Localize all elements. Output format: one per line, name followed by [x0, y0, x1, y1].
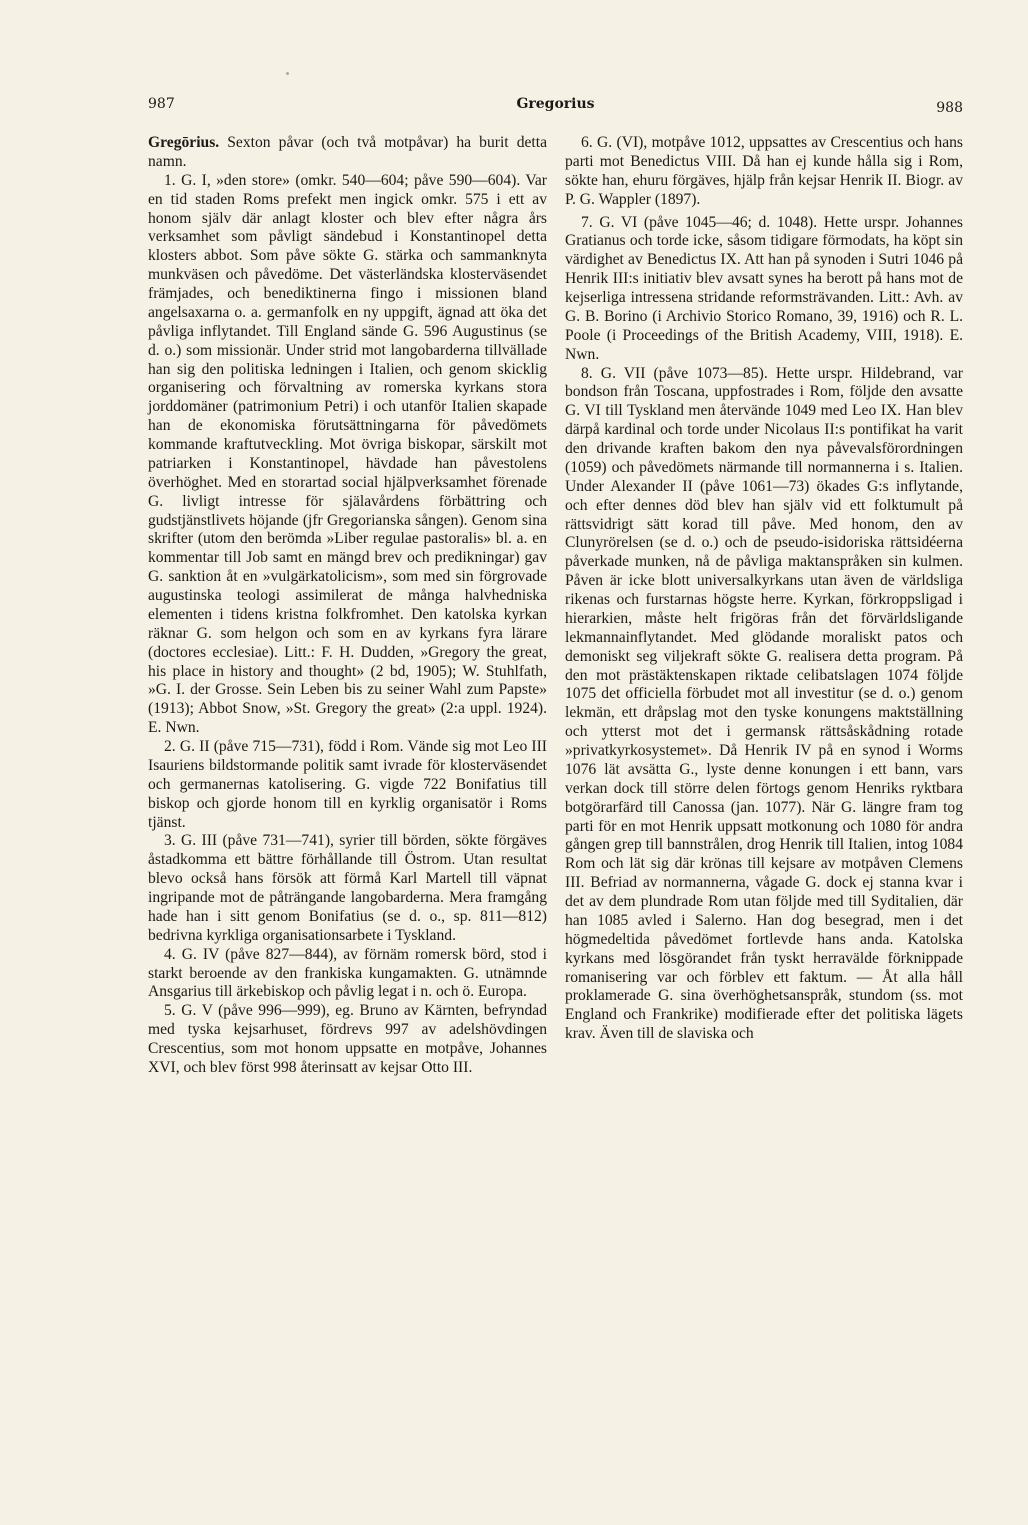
running-title: Gregorius: [516, 96, 595, 112]
right-page-number: 988: [936, 100, 963, 116]
entry-gregory-1: 1. G. I, »den store» (omkr. 540—604; påve 590—604). Var en tid staden Roms prefekt men ingick omkr. 575 i ett av honom själv där anlagt kloster och blev efter några års verksamhet som påvligt sändebud i Konstantinopel detta klosters abbot. Som påve sökte G. stärka och sammanknyta munkväsen och påvedöme. Det västerländska klosterväsendet främjades, och benediktinerna fingo i missionen bland angelsaxarna o. a. germanfolk en ny uppgift, ägnad att öka det påvliga inflytandet. Till England sände G. 596 Augustinus (se d. o.) som missionär. Under strid mot langobarderna tillvällade han sig den politiska ledningen i Italien, och genom skicklig organisering och förvaltning av romerska kyrkans stora jorddomäner (patrimonium Petri) i och utanför Italien skapade han de ekonomiska förutsättningarna för påvedömets kommande kraftutveckling. Mot övriga biskopar, särskilt mot patriarken i Konstantinopel, hävdade han påvestolens överhöghet. Med en storartad social hjälpverksamhet förenade G. livligt intresse för själavårdens förbättring och gudstjänstlivets höjande (jfr Gregorianska sången). Genom sina skrifter (utom den berömda »Liber regulae pastoralis» bl. a. en kommentar till Job samt en mängd brev och predikningar) gav G. sanktion åt en »vulgärkatolicism», som med sin förgrovade augustinska teologi assimilerat de många halvhedniska elementen i tidens kristna folkfromhet. Den katolska kyrkan räknar G. som helgon och som en av kyrkans fyra lärare (doctores ecclesiae). Litt.: F. H. Dudden, »Gregory the great, his place in history and thought» (2 bd, 1905); W. Stuhlfath, »G. I. der Grosse. Sein Leben bis zu seiner Wahl zum Papste» (1913); Abbot Snow, »St. Gregory the great» (2:a uppl. 1924). E. Nwn.: [148, 171, 547, 737]
entry-gregory-3: 3. G. III (påve 731—741), syrier till börden, sökte förgäves åstadkomma ett bättre förhållande till Östrom. Utan resultat blevo också hans försök att förmå Karl Martell till väpnat ingripande mot de påträngande langobarderna. Mera framgång hade han i sitt genom Bonifatius (se d. o., sp. 811—812) bedrivna kyrkliga organisationsarbete i Tyskland.: [148, 832, 547, 944]
entry-gregory-2: 2. G. II (påve 715—731), född i Rom. Vände sig mot Leo III Isauriens bildstormande politik samt ivrade för klosterväsendet och germanernas katolisering. G. vigde 722 Bonifatius till biskop och gjorde honom till en kyrklig organisatör i Roms tjänst.: [148, 738, 547, 831]
left-column: [148, 134, 547, 1078]
paper-speck: [286, 72, 289, 75]
entry-gregory-7: 8. G. VII (påve 1073—85). Hette urspr. Hildebrand, var bondson från Toscana, uppfostrades i Rom, följde den avsatte G. VI till Tyskland men återvände 1049 med Leo IX. Han blev därpå kardinal och torde under Nicolaus II:s pontifikat ha varit den drivande kraften bakom den nya påvevalsförordningen (1059) och påvedömets närmande till normannerna i s. Italien. Under Alexander II (påve 1061—73) ökades G:s inflytande, och efter dennes död blev han själv vid ett folktumult på rättsvidrigt sätt korad till påve. Med honom, den av Clunyrörelsen (se d. o.) och de pseudo-isidoriska rättsidéerna påverkade munken, nå de påvliga maktanspråken sin kulmen. Påven är icke blott universalkyrkans utan även de världsliga rikenas och furstarnas högste herre. Kyrkan, förkroppsligad i hierarkien, måste helt frigöras från det förvärldsligande lekmannainflytandet. Med glödande moraliskt patos och demoniskt seg viljekraft sökte G. realisera detta program. På den mot prästäktenskapen riktade celibatslagen 1074 följde 1075 det officiella förbudet mot all investitur (se d. o.) genom lekmän, ett dråpslag mot den tyske konungens maktställning och ytterst mot det i germansk rättsåskådning rotade »privatkyrkosystemet». Då Henrik IV på en synod i Worms 1076 lät avsätta G., lyste denne konungen i ett bann, vars verkan dock till större delen förtogs genom Henriks ryktbara botgörarfärd till Canossa (jan. 1077). När G. längre fram tog parti för en mot Henrik uppsatt motkonung och 1080 för andra gången grep till bannstrålen, drog Henrik till Italien, intog 1084 Rom och lät sig där krönas till kejsare av motpåven Clemens III. Befriad av normannerna, vågade G. dock ej stanna kvar i det av dem plundrade Rom utan följde med till Syditalien, där han 1085 avled i Salerno. Han dog besegrad, men i det högmedeltida påvedömet fortlevde hans anda. Katolska kyrkans med lösgörandet från tyskt herravälde förknippade romanisering var och förblev ett faktum. — Åt alla håll proklamerade G. sina överhöghetsanspråk, stundom (ss. mot England och Frankrike) modifierade efter det politiska lägets krav. Även till de slaviska och: [565, 364, 963, 1043]
entry-gregory-6: 7. G. VI (påve 1045—46; d. 1048). Hette urspr. Johannes Gratianus och torde icke, såsom tidigare förmodats, ha köpt sin värdighet av Benedictus IX. Att han på synoden i Sutri 1046 på Henrik III:s initiativ blev avsatt synes ha berott på hans mot de kejserliga intressena stridande reformsträvanden. Litt.: Avh. av G. B. Borino (i Archivio Storico Romano, 39, 1916) och R. L. Poole (i Proceedings of the British Academy, VIII, 1918). E. Nwn.: [565, 213, 963, 363]
right-column: [565, 134, 963, 1044]
left-page-number: 987: [148, 96, 175, 112]
page-header: [148, 96, 963, 120]
entry-gregory-6-antipope: 6. G. (VI), motpåve 1012, uppsattes av Crescentius och hans parti mot Benedictus VIII. Då han ej kunde hålla sig i Rom, sökte han, ehuru förgäves, hjälp från kejsar Henrik II. Biogr. av P. G. Wappler (1897).: [565, 134, 963, 208]
entry-gregory-5: 5. G. V (påve 996—999), eg. Bruno av Kärnten, befryndad med tyska kejsarhuset, fördrevs 997 av adelshövdingen Crescentius, som mot honom uppsatte en motpåve, Johannes XVI, och blev först 998 återinsatt av kejsar Otto III.: [148, 1002, 547, 1076]
entry-intro: [148, 134, 547, 172]
entry-headword: Gregōrius.: [148, 134, 220, 151]
entry-gregory-4: 4. G. IV (påve 827—844), av förnäm romersk börd, stod i starkt beroende av den frankiska kungamakten. G. utnämnde Ansgarius till ärkebiskop och påvlig legat i n. och ö. Europa.: [148, 945, 547, 1001]
entry-intro-text: Sexton påvar (och två motpåvar) ha burit detta namn.: [148, 134, 547, 170]
